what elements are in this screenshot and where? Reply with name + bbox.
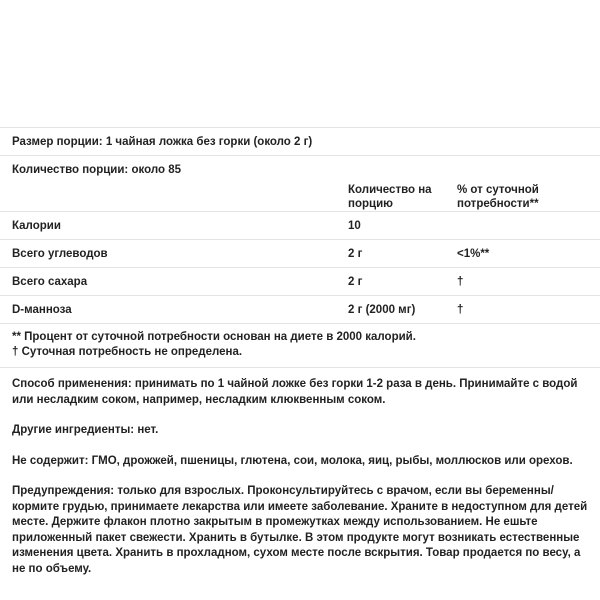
nutrient-amount: 2 г (348, 240, 457, 268)
directions-paragraph: Способ применения: принимать по 1 чайной ложке без горки 1-2 раза в день. Принимайте с водой или несладким соком, например, несладким клюквенным соком. (12, 378, 578, 406)
table-row (0, 240, 600, 268)
nutrient-name: Калории (0, 212, 348, 240)
serving-size-text: Размер порции: 1 чайная ложка без горки (около 2 г) (12, 136, 313, 148)
table-row (0, 268, 600, 296)
nutrient-amount: 10 (348, 212, 457, 240)
allergen-free-paragraph: Не содержит: ГМО, дрожжей, пшеницы, глютена, сои, молока, яиц, рыбы, моллюсков или орехов. (12, 454, 573, 467)
nutrient-amount: 2 г (348, 268, 457, 296)
product-info-block (0, 367, 600, 577)
footnotes-block (0, 323, 600, 367)
table-row (0, 212, 600, 240)
nutrient-dv: <1%** (457, 240, 600, 268)
nutrient-dv: † (457, 296, 600, 324)
warnings-paragraph: Предупреждения: только для взрослых. Проконсультируйтесь с врачом, если вы беременны/кормите грудью, принимаете лекарства или имеете заболевание. Храните в недоступном для детей месте. Держите флакон плотно закрытым в промежутках между использованием. Не ешьте приложенный пакет свежести. Хранить в бутылке. В этом продукте могут возникать естественные изменения цвета. Хранить в прохладном, сухом месте после вскрытия. Товар продается по весу, а не по объему. (12, 485, 588, 575)
header-amount-per-serving: Количество на порцию (348, 184, 432, 210)
servings-per-container-text: Количество порции: около 85 (12, 164, 181, 176)
other-ingredients-paragraph: Другие ингредиенты: нет. (12, 424, 159, 436)
table-header-row (0, 183, 600, 212)
supplement-facts-panel (0, 127, 600, 577)
table-body (0, 212, 600, 324)
nutrition-facts-table (0, 183, 600, 323)
nutrient-name: D-манноза (0, 296, 348, 324)
header-nutrient-name (0, 183, 348, 212)
nutrient-dv: † (457, 268, 600, 296)
nutrient-name: Всего углеводов (0, 240, 348, 268)
footnote-daily-value-undetermined: † Суточная потребность не определена. (12, 346, 243, 358)
nutrient-amount: 2 г (2000 мг) (348, 296, 457, 324)
table-row (0, 296, 600, 324)
table-header (0, 183, 600, 212)
nutrient-name: Всего сахара (0, 268, 348, 296)
footnote-daily-value-basis: ** Процент от суточной потребности основан на диете в 2000 калорий. (12, 331, 416, 343)
nutrient-dv (457, 212, 600, 240)
header-percent-daily-value: % от суточной потребности** (457, 184, 539, 210)
